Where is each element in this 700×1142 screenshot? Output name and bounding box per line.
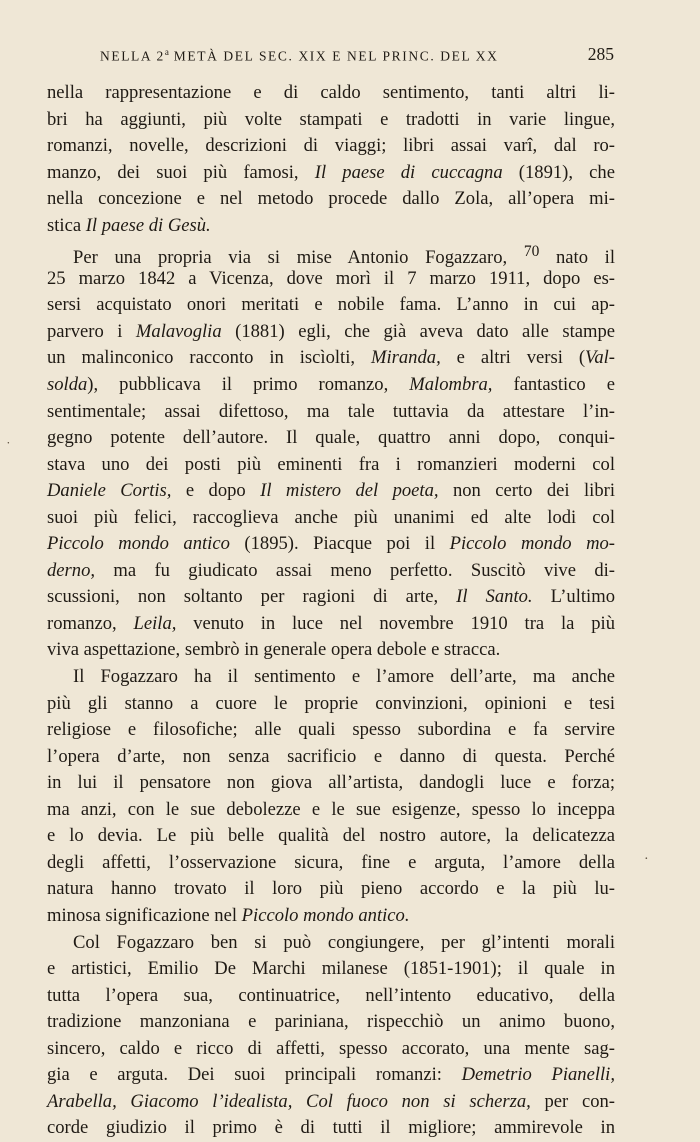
- text-line: nella rappresentazione e di caldo sentimento, tanti altri li-: [47, 82, 615, 103]
- page-header: [100, 44, 614, 65]
- text-line: sersi acquistato onori meritati e nobile fama. L’anno in cui ap-: [47, 294, 615, 316]
- body-text: [47, 80, 615, 1142]
- text-line: viva aspettazione, sembrò in generale opera debole e stracca.: [47, 639, 501, 661]
- text-line: tradizione manzoniana e pariniana, rispecchiò un animo buono,: [47, 1011, 615, 1033]
- text-line: sincero, caldo e ricco di affetti, spesso accorato, una mente sag-: [47, 1037, 615, 1059]
- text-line: Per una propria via si mise Antonio Fogazzaro, $^{70}$ nato il: [73, 243, 615, 269]
- text-line: scussioni, non soltanto per ragioni di arte, Il Santo. L’ultimo: [47, 586, 615, 608]
- text-line: nella concezione e nel metodo procede dallo Zola, all’opera mi-: [47, 188, 615, 210]
- text-line: 25 marzo 1842 a Vicenza, dove morì il 7 marzo 1911, dopo es-: [47, 267, 615, 289]
- text-line: e lo devia. Le più belle qualità del nostro autore, la delicatezza: [47, 825, 615, 847]
- text-line: in lui il pensatore non giova all’artista, dandogli luce e forza;: [47, 772, 615, 794]
- page-number: 285: [587, 44, 614, 64]
- text-line: ma anzi, con le sue debolezze e le sue esigenze, spesso lo inceppa: [47, 798, 615, 820]
- text-line: più gli stanno a cuore le proprie convinzioni, opinioni e tesi: [47, 692, 615, 714]
- text-line: suoi più felici, raccoglieva anche più unanimi ed alte lodi col: [47, 506, 615, 528]
- text-line: stava uno dei posti più eminenti fra i romanzieri moderni col: [47, 453, 615, 475]
- text-line: religiose e filosofiche; alle quali spesso subordina e fa servire: [47, 719, 615, 741]
- text-line: Arabella, Giacomo l’idealista, Col fuoco non si scherza, per con-: [47, 1090, 615, 1112]
- running-head: NELLA 2$^a$ METÀ DEL SEC. XIX E NEL PRINC. DEL XX: [100, 46, 499, 63]
- text-line: stica Il paese di Gesù.: [47, 214, 211, 236]
- text-line: parvero i Malavoglia (1881) egli, che già aveva dato alle stampe: [47, 320, 615, 342]
- text-line: minosa significazione nel Piccolo mondo antico.: [47, 904, 410, 926]
- text-line: bri ha aggiunti, più volte stampati e tradotti in varie lingue,: [47, 108, 615, 130]
- text-line: degli affetti, l’osservazione sicura, fine e arguta, l’amore della: [47, 851, 615, 873]
- text-line: corde giudizio il primo è di tutti il migliore; ammirevole in: [47, 1117, 615, 1139]
- text-line: un malinconico racconto in iscìolti, Miranda, e altri versi (Val-: [47, 347, 615, 369]
- text-line: romanzo, Leila, venuto in luce nel novembre 1910 tra la più: [47, 612, 615, 634]
- text-line: natura hanno trovato il loro più pieno accordo e la più lu-: [47, 878, 615, 900]
- text-line: manzo, dei suoi più famosi, Il paese di cuccagna (1891), che: [47, 161, 615, 183]
- margin-mark: ˙: [6, 440, 11, 455]
- text-line: Piccolo mondo antico (1895). Piacque poi il Piccolo mondo mo-: [47, 533, 615, 555]
- text-line: Il Fogazzaro ha il sentimento e l’amore dell’arte, ma anche: [73, 666, 615, 688]
- text-line: Col Fogazzaro ben si può congiungere, per gl’intenti morali: [73, 931, 615, 953]
- text-line: e artistici, Emilio De Marchi milanese (1851-1901); il quale in: [47, 958, 615, 980]
- text-line: sentimentale; assai difettoso, ma tale tuttavia da attestare l’in-: [47, 400, 615, 422]
- text-line: derno, ma fu giudicato assai meno perfetto. Suscitò vive di-: [47, 559, 615, 581]
- text-line: tutta l’opera sua, continuatrice, nell’intento educativo, della: [47, 984, 615, 1006]
- text-line: romanzi, novelle, descrizioni di viaggi; libri assai varî, dal ro-: [47, 135, 615, 157]
- text-line: gegno potente dell’autore. Il quale, quattro anni dopo, conqui-: [47, 427, 615, 449]
- text-line: solda), pubblicava il primo romanzo, Malombra, fantastico e: [47, 374, 615, 396]
- margin-mark: ·: [644, 852, 649, 867]
- text-line: l’opera d’arte, non senza sacrificio e danno di questa. Perché: [47, 745, 615, 767]
- text-line: gia e arguta. Dei suoi principali romanzi: Demetrio Pianelli,: [47, 1064, 615, 1086]
- text-line: Daniele Cortis, e dopo Il mistero del poeta, non certo dei libri: [47, 480, 615, 502]
